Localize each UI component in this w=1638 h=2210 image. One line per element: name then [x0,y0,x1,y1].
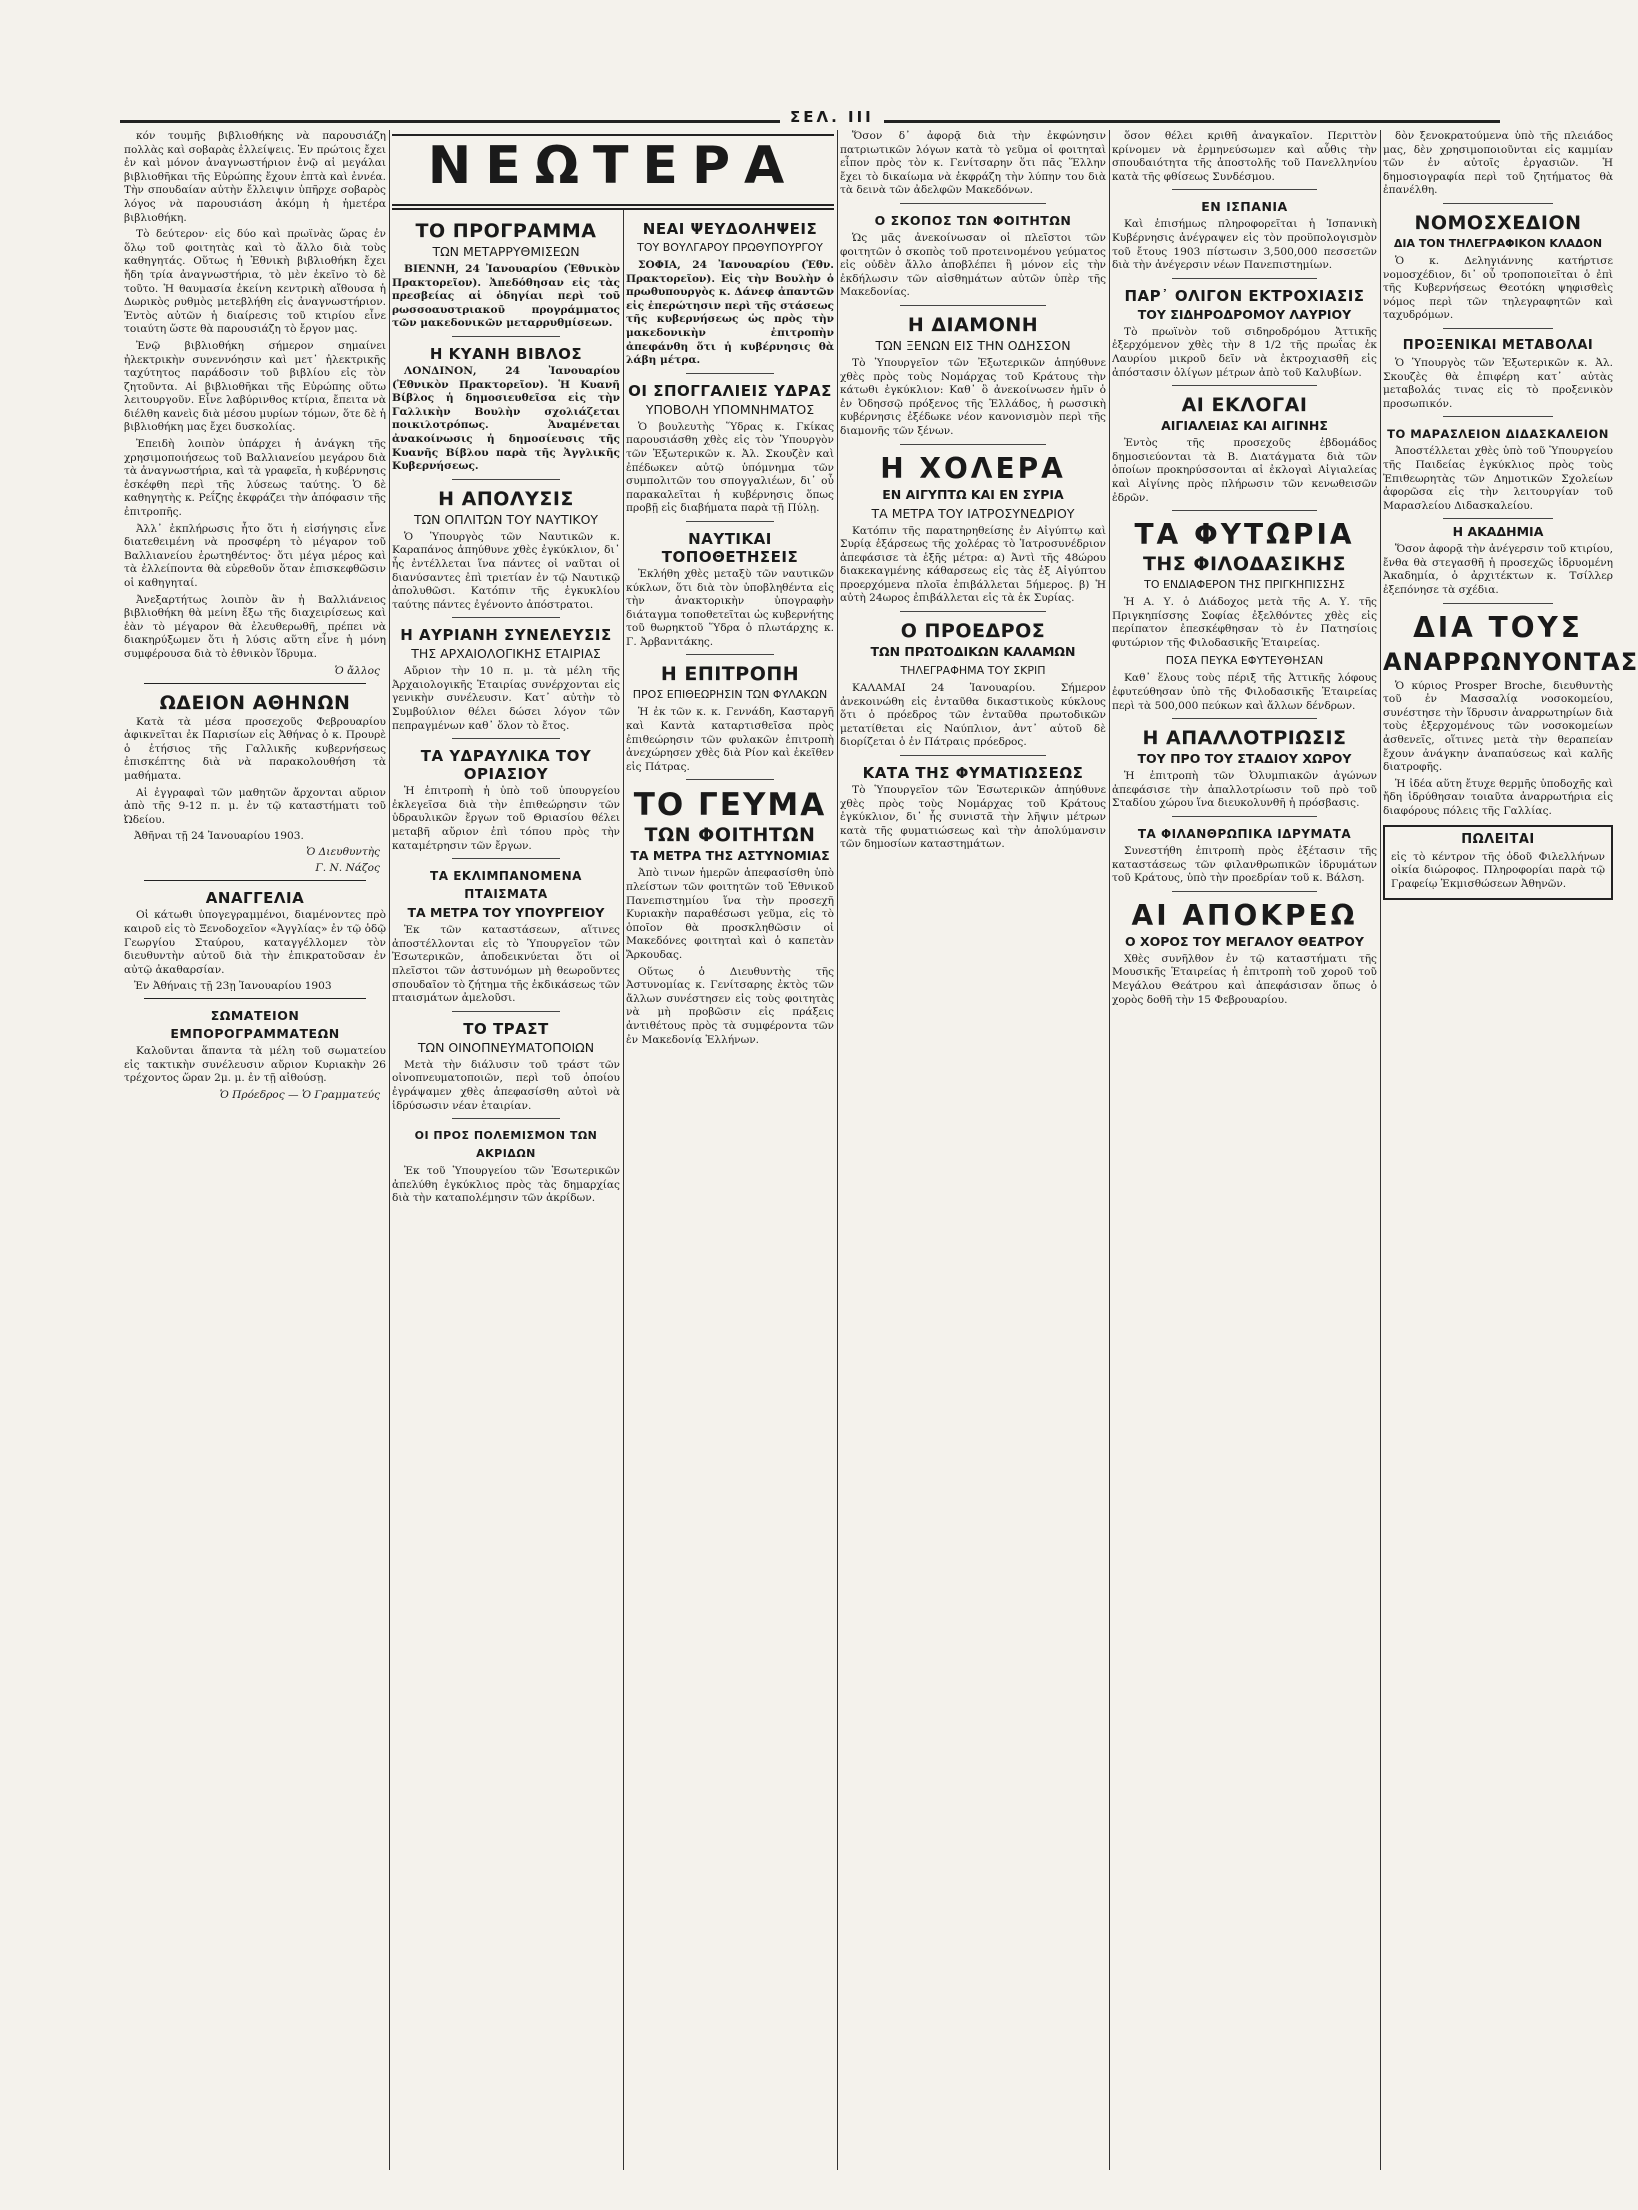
headline: ΤΑ ΦΥΤΩΡΙΑ [1134,518,1355,552]
subheadline: ΤΩΝ ΠΡΩΤΟΔΙΚΩΝ ΚΑΛΑΜΩΝ [870,644,1076,660]
article-paragraph: Ὁ κ. Δεληγιάννης κατήρτισε νομοσχέδιον, δι᾿ οὗ τροποποιεῖται ὁ ἐπὶ τῆς Κυβερνήσεως Θεοτόκη ψηφισθεὶς νόμος περὶ τῶν τηλεγραφητῶν καὶ ταχυδρόμων. [1383,254,1613,322]
headline: ΤΑ ΥΔΡΑΥΛΙΚΑ ΤΟΥ ΟΡΙΑΣΙΟΥ [420,747,592,784]
article-paragraph: Οὕτως ὁ Διευθυντὴς τῆς Ἀστυνομίας κ. Γενίτσαρης ἐκτὸς τῶν ἄλλων συνέστησεν εἰς τοὺς φοιτητὰς νὰ μὴ προβῶσιν εἰς πράξεις ἀντιθέτους πρὸς τὰ συμφέροντα τῶν ἐν Μακεδονίᾳ Ἑλλήνων. [626,965,834,1046]
article-signature: Ὁ ἄλλος [334,664,380,677]
subheadline: ΤΑ ΜΕΤΡΑ ΤΗΣ ΑΣΤΥΝΟΜΙΑΣ [630,848,830,864]
divider [686,779,774,780]
headline: ΑΙ ΕΚΛΟΓΑΙ [1181,394,1308,417]
headline: ΝΕΑΙ ΨΕΥΔΟΛΗΨΕΙΣ [642,220,818,238]
subheadline: ΤΩΝ ΟΠΛΙΤΩΝ ΤΟΥ ΝΑΥΤΙΚΟΥ [413,511,599,527]
headline: ΤΟ ΠΡΟΓΡΑΜΜΑ [415,220,597,242]
divider [1172,816,1317,817]
subheadline: ΤΟΥ ΣΙΔΗΡΟΔΡΟΜΟΥ ΛΑΥΡΙΟΥ [1137,306,1352,322]
subheadline: ΕΝ ΑΙΓΥΠΤΩ ΚΑΙ ΕΝ ΣΥΡΙΑ [882,486,1064,502]
subheadline: ΤΟΥ ΠΡΟ ΤΟΥ ΣΤΑΔΙΟΥ ΧΩΡΟΥ [1137,751,1352,767]
signature-title: Ὁ Διευθυντὴς [306,846,380,859]
article-paragraph: Αὔριον τὴν 10 π. μ. τὰ μέλη τῆς Ἀρχαιολογικῆς Ἑταιρίας συνέρχονται εἰς γενικὴν συνέλευσιν. Κατ᾿ αὐτὴν τὸ Συμβούλιον θέλει δώσει λόγον τῶν πεπραγμένων καθ᾿ ὅλον τὸ ἔτος. [392,665,620,732]
article-paragraph: ὅσον θέλει κριθῆ ἀναγκαῖον. Περιττὸν κρίνομεν νὰ ἐρμηνεύσωμεν καὶ αὖθις τὴν σπουδαιότητα τῆς ἀποστολῆς τοῦ Πανελληνίου κατὰ τῆς φθίσεως Συνδέσμου. [1112,130,1377,183]
article-paragraph: ΒΙΕΝΝΗ, 24 Ἰανουαρίου (Ἐθνικὸν Πρακτορεῖον). Ἀπεδόθησαν εἰς τὰς πρεσβείας αἱ ὁδηγίαι περὶ τοῦ ρωσσοαυστριακοῦ προγράμματος τῶν μακεδονικῶν μεταρρυθμίσεων. [392,263,620,330]
subheadline: ΤΗΣ ΑΡΧΑΙΟΛΟΓΙΚΗΣ ΕΤΑΙΡΙΑΣ [411,646,601,662]
article-paragraph: Ὁ βουλευτὴς Ὕδρας κ. Γκίκας παρουσιάσθη χθὲς εἰς τὸν Ὑπουργὸν τῶν Ἐξωτερικῶν κ. Ἀλ. Σκουζὲν καὶ ἐπέδωκεν αὐτῷ ὑπόμνημα τῶν συμπολιτῶν του σπογγαλιέων, δι᾿ οὗ παρακαλεῖται ἡ κυβέρνησις ὅπως προβῇ εἰς διαβήματα παρὰ τῇ Πύλῃ. [626,420,834,515]
divider [1443,328,1553,329]
article-paragraph: Ὡς μᾶς ἀνεκοίνωσαν οἱ πλεῖστοι τῶν φοιτητῶν ὁ σκοπὸς τοῦ προτεινομένου γεύματος εἰς οὐδὲν ἄλλο ἀποβλέπει ἢ μόνον εἰς τὴν ἐκδήλωσιν τῶν αἰσθημάτων αὐτῶν ὑπὲρ τῆς Μακεδονίας. [840,231,1106,299]
article-paragraph: Ὁ Ὑπουργὸς τῶν Ἐξωτερικῶν κ. Ἀλ. Σκουζὲς θὰ ἐπιφέρη κατ᾿ αὐτὰς μεταβολάς τινας εἰς τὸ προξενικὸν προσωπικόν. [1383,356,1613,410]
notice-date: Ἐν Ἀθήναις τῇ 23ῃ Ἰανουαρίου 1903 [134,980,332,993]
article-paragraph: Τὸ πρωϊνὸν τοῦ σιδηροδρόμου Ἀττικῆς ἐξερχόμενον χθὲς τὴν 8 1/2 τῆς πρωΐας ἐκ Λαυρίου μικροῦ δεῖν νὰ ἐκτροχιασθῆ εἰς ἀπόστασιν ὀλίγων μέτρων ἀπὸ τοῦ Καλυβίων. [1112,325,1377,379]
divider [144,880,366,881]
headline: Η ΚΥΑΝΗ ΒΙΒΛΟΣ [429,344,583,363]
article-paragraph: Συνεστήθη ἐπιτροπὴ πρὸς ἐξέτασιν τῆς καταστάσεως τῶν φιλανθρωπικῶν ἱδρυμάτων τοῦ Κράτους, ὑπὸ τὴν προεδρίαν τοῦ κ. Βάλση. [1112,845,1377,885]
article-paragraph: Τὸ Ὑπουργεῖον τῶν Ἐξωτερικῶν ἀπηύθυνε χθὲς πρὸς τοὺς Νομάρχας τοῦ Κράτους τὴν κάτωθι ἐγκύκλιον: Καθ᾿ ὃ ἀνεκοίνωσεν ἡμῖν ὁ ἐν Ὀδησσῷ πρόξενος τῆς Ἑλλάδος, ἡ ρωσσικὴ κυβέρνησις ἐξέδωκε νέον κανονισμὸν περὶ τῆς διαμονῆς τῶν ξένων. [840,356,1106,437]
headline: ΟΙ ΣΠΟΓΓΑΛΙΕΙΣ ΥΔΡΑΣ [628,381,832,400]
article-paragraph: Τὸ Ὑπουργεῖον τῶν Ἐσωτερικῶν ἀπηύθυνε χθὲς πρὸς τοὺς Νομάρχας τοῦ Κράτους ἐγκύκλιον, δι᾿ ἧς συνιστᾶ τὴν λῆψιν μέτρων κατὰ τῆς φυματιώσεως καὶ τὴν ἀπολύμανσιν τῶν δημοσίων καταστημάτων. [840,784,1106,851]
article-paragraph: Καὶ ἐπισήμως πληροφορεῖται ἡ Ἱσπανικὴ Κυβέρνησις ἀνέγραψεν εἰς τὸν προϋπολογισμὸν τοῦ ἔτους 1903 πίστωσιν 3,500,000 πεσσετῶν διὰ τὴν ἀνέγερσιν νέων Πανεπιστημίων. [1112,218,1377,272]
article-paragraph: Κατὰ τὰ μέσα προσεχοῦς Φεβρουαρίου ἀφικνεῖται ἐκ Παρισίων εἰς Ἀθήνας ὁ κ. Προυρὲ ὁ ἐτήσιος τῆς Γαλλικῆς κυβερνήσεως ἐπισκέπτης διὰ νὰ παρακολουθήση τὰ μαθήματα. [124,715,386,782]
subheadline: ΔΙΑ ΤΟΝ ΤΗΛΕΓΡΑΦΙΚΟΝ ΚΛΑΔΟΝ [1393,236,1603,250]
divider [1172,385,1317,386]
headline: ΟΙ ΠΡΟΣ ΠΟΛΕΜΙΣΜΟΝ ΤΩΝ ΑΚΡΙΔΩΝ [414,1129,598,1161]
article-paragraph: Μετὰ τὴν διάλυσιν τοῦ τράστ τῶν οἰνοπνευματοποιῶν, περὶ τοῦ ὁποίου ἐγράψαμεν χθὲς ἀπεφασίσθη αὐτοὶ νὰ ἱδρύσωσιν νέαν ἑταιρίαν. [392,1058,620,1112]
column-2 [392,212,620,2170]
article-paragraph: Ἀπὸ τινων ἡμερῶν ἀπεφασίσθη ὑπὸ πλείστων τῶν φοιτητῶν τοῦ Ἐθνικοῦ Πανεπιστημίου ἵνα τὴν προσεχῆ Κυριακὴν παραθέσωσι γεῦμα, εἰς τὸ ὁποῖον θὰ προσκληθῶσιν οἱ Μακεδόνες φοιτηταὶ καὶ ὁ καπετὰν Ἄρκουδας. [626,867,834,961]
headline: Η ΑΠΟΛΥΣΙΣ [438,487,574,510]
headline: ΑΙ ΑΠΟΚΡΕΩ [1131,898,1358,932]
subheadline: ΑΙΓΙΑΛΕΙΑΣ ΚΑΙ ΑΙΓΙΝΗΣ [1161,418,1328,434]
headline: ΑΝΑΓΓΕΛΙΑ [205,889,305,908]
divider [686,521,774,522]
headline: ΤΑ ΕΚΛΙΜΠΑΝΟΜΕΝΑ ΠΤΑΙΣΜΑΤΑ [430,869,582,902]
headline: ΤΑ ΦΙΛΑΝΘΡΩΠΙΚΑ ΙΔΡΥΜΑΤΑ [1137,827,1352,842]
column-divider [1109,130,1110,2170]
page-number: ΣΕΛ. III [780,108,884,126]
subheadline: ΤΩΝ ΞΕΝΩΝ ΕΙΣ ΤΗΝ ΟΔΗΣΣΟΝ [875,337,1071,353]
article-paragraph: Ὅσον ἀφορᾷ τὴν ἀνέγερσιν τοῦ κτιρίου, ἔνθα θὰ στεγασθῆ ἡ προσεχῶς ἱδρυομένη Ἀκαδημία, ὁ ἀρχιτέκτων κ. Τσίλλερ ἐξεπόνησε τὰ σχέδια. [1383,543,1613,597]
column-4 [840,130,1106,2170]
subheadline: ΤΟΥ ΒΟΥΛΓΑΡΟΥ ΠΡΩΘΥΠΟΥΡΓΟΥ [637,241,823,254]
article-paragraph: Τὸ δεύτερον· εἰς δύο καὶ πρωϊνὰς ὥρας ἐν ὅλῳ τοῦ φοιτητὰς καὶ τὸ ἄλλο διὰ τοὺς καθηγητάς. Οὕτως ἡ Ἐθνικὴ βιβλιοθήκη ἔχει ἤδη τρία ἀναγνωστήρια, τὸ μὲν ἐκεῖνο τὸ δὲ τοῦτο. Ἡ θαυμασία ἐκείνη κεντρικὴ αἴθουσα ἡ Δωρικὸς ρυθμὸς μετεβλήθη εἰς ἀναγνωστήριον. Ἐντὸς αὐτῶν ἡ διαίρεσις τοῦ κτιρίου εἶνε τοιαύτη ὥστε θὰ παρουσιάζη τὸ ἔργον μας. [124,228,386,336]
subheadline: ΥΠΟΒΟΛΗ ΥΠΟΜΝΗΜΑΤΟΣ [645,401,815,417]
subheadline: ΠΡΟΣ ΕΠΙΘΕΩΡΗΣΙΝ ΤΩΝ ΦΥΛΑΚΩΝ [632,688,828,702]
headline: ΠΑΡ᾿ ΟΛΙΓΟΝ ΕΚΤΡΟΧΙΑΣΙΣ [1124,286,1365,305]
article-paragraph: Ὅσον δ᾿ ἀφορᾷ διὰ τὴν ἐκφώνησιν πατριωτικῶν λόγων κατὰ τὸ γεῦμα οἱ φοιτηταὶ εἶπον πρὸς τὸν κ. Γενίτσαρην ὅτι πᾶς Ἕλλην ἔχει τὸ δικαίωμα νὰ ἐκφράζη τὴν λύπην του διὰ τὰ δεινὰ τῶν ἀδελφῶν Μακεδόνων. [840,130,1106,197]
subheadline: ΤΩΝ ΜΕΤΑΡΡΥΘΜΙΣΕΩΝ [432,244,580,259]
divider [900,203,1046,204]
article-paragraph: Κατόπιν τῆς παρατηρηθείσης ἐν Αἰγύπτῳ καὶ Συρίᾳ ἐξάρσεως τῆς χολέρας τὸ Ἰατροσυνέδριον ἀπεφάσισε τὰ ἑξῆς μέτρα: α) Ἀντὶ τῆς 48ώρου διακεκαγμένης κάθαρσεως εἰς τὰς ἐξ Αἰγύπτου προερχόμενα πλοῖα ἐπιβάλλεται 5ήμερος. β) Ἡ αὐτὴ 24ωρος ἐπιβάλλεται εἰς τὰ ἐκ Συρίας. [840,524,1106,605]
subheadline: ΤΗΣ ΦΙΛΟΔΑΣΙΚΗΣ [1142,553,1347,576]
divider [144,998,366,999]
article-signature: Ὁ Πρόεδρος — Ὁ Γραμματεύς [219,1089,380,1102]
headline: ΤΟ ΓΕΥΜΑ [633,787,827,824]
column-6 [1383,130,1638,2170]
headline: Η ΑΥΡΙΑΝΗ ΣΥΝΕΛΕΥΣΙΣ [400,626,612,645]
banner-title: ΝΕΩΤΕΡΑ [427,136,799,196]
subheadline: ΤΑ ΜΕΤΡΑ ΤΟΥ ΥΠΟΥΡΓΕΙΟΥ [407,905,605,921]
article-paragraph: ΛΟΝΔΙΝΟΝ, 24 Ἰανουαρίου (Ἐθνικὸν Πρακτορεῖον). Ἡ Κυανῆ Βίβλος ἡ δημοσιευθεῖσα εἰς τὴν Γαλλικὴν Βουλὴν σχολιάζεται ποικιλοτρόπως. Ἀναμένεται ἀνακοίνωσις ἡ δημοσίευσις τῆς Κυανῆς Βίβλου παρὰ τῆς Ἀγγλικῆς Κυβερνήσεως. [392,364,620,473]
divider [900,755,1046,756]
divider [1172,510,1317,511]
article-paragraph: Οἱ κάτωθι ὑπογεγραμμένοι, διαμένοντες πρὸ καιροῦ εἰς τὸ Ξενοδοχεῖον «Ἀγγλίας» ἐν τῷ ὁδῷ Γεωργίου Σταύρου, καταγγέλλομεν τὸν διευθυντὴν αὐτοῦ διὰ τὴν ἐπικρατοῦσαν ἐν αὐτῷ ἀκαθαρσίαν. [124,909,386,976]
divider [1172,189,1317,190]
article-paragraph: δὸν ξενοκρατούμενα ὑπὸ τῆς πλειάδος μας, δὲν χρησιμοποιοῦνται εἰς καμμίαν τῶν ἐν αὐτοῖς ἐργασιῶν. Ἡ δημοσιογραφία περὶ τοῦ ζητήματος θὰ ἐπανέλθη. [1383,130,1613,197]
divider [1443,203,1553,204]
headline: Η ΑΠΑΛΛΟΤΡΙΩΣΙΣ [1142,727,1347,750]
article-paragraph: Ἐπειδὴ λοιπὸν ὑπάρχει ἡ ἀνάγκη τῆς χρησιμοποιήσεως τοῦ Βαλλιανείου μεγάρου διὰ τὰ ἀναγνωστήρια, καὶ τὰ γραφεῖα, ἡ κυβέρνησις ἐσκέφθη περὶ τῆς λύσεως ταύτης. Ὁ δὲ καθηγητὴς κ. Ρεΐζης ἐκφράζει τὴν ἀπόφασιν τῆς ἐπιτροπῆς. [124,438,386,519]
subheadline: ΑΝΑΡΡΩΝΥΟΝΤΑΣ [1383,647,1638,676]
column-divider [1380,130,1381,2170]
article-paragraph: Ἐνῷ βιβλιοθήκη σήμερον σημαίνει ἠλεκτρικὴν συνεννόησιν καὶ μετ᾿ ἠλεκτρικῆς ταχύτητος παράδοσιν τοῦ βιβλίου εἰς τὸν ζητοῦντα. Αἱ βιβλιοθῆκαι τῆς Εὐρώπης οὕτω λειτουργοῦν. Εἶνε λαβύρινθος κτίρια, ἔπειτα νὰ διέλθη κανεὶς διὰ μέσου μυρίων τόμων, ὅτε δὲ ἡ βιβλιοθήκη μας ἔχει δυσκολίας. [124,339,386,434]
divider [1443,518,1553,519]
article-paragraph: Ἡ ἐπιτροπὴ τῶν Ὀλυμπιακῶν ἀγώνων ἀπεφάσισε τὴν ἀπαλλοτρίωσιν τοῦ πρὸ τοῦ Σταδίου χώρου ἵνα διευκολυνθῆ ἡ πρόσβασις. [1112,770,1377,810]
headline: ΤΟ ΤΡΑΣΤ [463,1019,549,1038]
subheadline: ΤΑ ΜΕΤΡΑ ΤΟΥ ΙΑΤΡΟΣΥΝΕΔΡΙΟΥ [871,505,1075,521]
subheadline: ΤΩΝ ΟΙΝΟΠΝΕΥΜΑΤΟΠΟΙΩΝ [417,1039,595,1055]
subheadline: ΤΩΝ ΦΟΙΤΗΤΩΝ [644,824,816,847]
headline: ΚΑΤΑ ΤΗΣ ΦΥΜΑΤΙΩΣΕΩΣ [862,764,1084,783]
headline: Ο ΣΚΟΠΟΣ ΤΩΝ ΦΟΙΤΗΤΩΝ [874,212,1072,228]
article-paragraph: ΚΑΛΑΜΑΙ 24 Ἰανουαρίου. Σήμερον ἀνεκοινώθη εἰς ἐνταῦθα δικαστικοὺς κύκλους ὅτι ὁ πρόεδρος τῶν ἐνταῦθα πρωτοδικῶν μετατίθεται εἰς Ναύπλιον, ἀντ᾿ αὐτοῦ δὲ διορίζεται ὁ ἐν Πάτραις πρόεδρος. [840,682,1106,749]
masthead-banner [392,128,834,210]
article-paragraph: Ὁ κύριος Prosper Broche, διευθυντὴς τοῦ ἐν Μασσαλίᾳ νοσοκομείου, συνέστησε τὴν ἵδρυσιν ἀναρρωτηρίων διὰ τοὺς ἐξερχομένους τῶν νοσοκομείων ἀσθενεῖς, οἵτινες μετὰ τὴν θεραπείαν ἔχουν ἀνάγκην ἀναπαύσεως καὶ καλῆς διατροφῆς. [1383,679,1613,774]
article-paragraph: ΣΟΦΙΑ, 24 Ἰανουαρίου (Ἐθν. Πρακτορεῖον). Εἰς τὴν Βουλὴν ὁ πρωθυπουργὸς κ. Δάνεφ ἀπαντῶν εἰς ἐπερώτησιν περὶ τῆς στάσεως τῆς κυβερνήσεως ὡς πρὸς τὴν μακεδονικὴν ἐπιτροπὴν ἀπεφάνθη ὅτι ἡ κυβέρνησις θὰ λάβη μέτρα. [626,259,834,367]
divider [900,444,1046,445]
divider [686,373,774,374]
headline: ΩΔΕΙΟΝ ΑΘΗΝΩΝ [159,691,351,714]
article-paragraph: Ἡ Α. Υ. ὁ Διάδοχος μετὰ τῆς Α. Υ. τῆς Πριγκηπίσσης Σοφίας ἐξελθόντες χθὲς εἰς περίπατον ἐπεσκέφθησαν τὸ ἐν Πατησίοις φυτώριον τῆς Φιλοδασικῆς Ἑταιρείας. [1112,596,1377,649]
article-paragraph: Ἐκ τοῦ Ὑπουργείου τῶν Ἐσωτερικῶν ἀπελύθη ἐγκύκλιος πρὸς τὰς δημαρχίας διὰ τὴν καταπολέμησιν τῶν ἀκρίδων. [392,1165,620,1205]
divider [900,305,1046,306]
subheadline: ΤΗΛΕΓΡΑΦΗΜΑ ΤΟΥ ΣΚΡΙΠ [900,664,1046,678]
article-paragraph: κόν τουμῆς βιβλιοθήκης νὰ παρουσιάζη πολλὰς καὶ σοβαρὰς ἐλλείψεις. Ἐν πρώτοις ἔχει ἐν καὶ μόνον ἀναγνωστήριον ἐνῷ αἱ μεγάλαι βιβλιοθῆκαι τῆς Εὐρώπης ἔχουν ἑπτὰ καὶ ἐννέα. Τὴν σπουδαίαν αὐτὴν ἔλλειψιν ὑπῆρχε σοβαρὸς λόγος νὰ παρουσιάση ἀκόμη ἡ ἡμετέρα βιβλιοθήκη. [124,130,386,224]
divider [1172,891,1317,892]
divider [452,1011,560,1012]
divider [452,738,560,739]
article-paragraph: Αἱ ἐγγραφαὶ τῶν μαθητῶν ἄρχονται αὔριον ἀπὸ τῆς 9-12 π. μ. ἐν τῷ καταστήματι τοῦ Ὠδείου. [124,786,386,826]
divider [1443,603,1553,604]
headline: Ο ΠΡΟΕΔΡΟΣ [900,620,1046,643]
headline: ΝΟΜΟΣΧΕΔΙΟΝ [1414,211,1582,234]
column-3 [626,212,834,2170]
divider [1443,416,1553,417]
headline: Η ΧΟΛΕΡΑ [880,451,1066,485]
article-paragraph: Καλοῦνται ἅπαντα τὰ μέλη τοῦ σωματείου εἰς τακτικὴν συνέλευσιν αὔριον Κυριακὴν 26 τρέχοντος ὥραν 2μ. μ. ἐν τῇ αἰθούσῃ. [124,1045,386,1085]
article-paragraph: Ἐντὸς τῆς προσεχοῦς ἑβδομάδος δημοσιεύονται τὰ Β. Διατάγματα διὰ τῶν ὁποίων προκηρύσσονται αἱ ἐκλογαὶ Αἰγιαλείας καὶ Αἰγίνης πρὸς πλήρωσιν τῶν κενωθεισῶν ἐδρῶν. [1112,437,1377,504]
article-paragraph: Ἡ ἐπιτροπὴ ἡ ὑπὸ τοῦ ὑπουργείου ἐκλεγεῖσα διὰ τὴν ἐπιθεώρησιν τῶν ὑδραυλικῶν ἔργων τοῦ Θριασίου θέλει μεταβῆ αὔριον ἐπὶ τόπου πρὸς τὴν καταμέτρησιν τῶν ἔργων. [392,785,620,852]
divider [1172,278,1317,279]
divider [452,336,560,337]
divider [452,617,560,618]
article-paragraph: Ἐκλήθη χθὲς μεταξὺ τῶν ναυτικῶν κύκλων, ὅτι διὰ τὸν ὑποβληθέντα εἰς τὴν ἀνακτορικὴν ὑπογραφὴν διάταγμα τοποθετεῖται ὡς κυβερνήτης τοῦ θωρηκτοῦ Ὕδρα ὁ πλωτάρχης κ. Γ. Ἀρβανιτάκης. [626,567,834,648]
divider [1172,718,1317,719]
column-1 [124,130,386,2170]
article-paragraph: Ἡ ἐκ τῶν κ. κ. Γεννάδη, Κασταργῆ καὶ Καντὰ καταρτισθεῖσα πρὸς ἐπιθεώρησιν τῶν φυλακῶν ἐπιτροπὴ ἀνεχώρησεν χθὲς διὰ Ρίον καὶ ἐκεῖθεν εἰς Πάτρας. [626,706,834,773]
article-paragraph: Καθ᾿ ἕλους τοὺς πέριξ τῆς Ἀττικῆς λόφους ἐφυτεύθησαν ὑπὸ τῆς Φιλοδασικῆς Ἑταιρείας περὶ τὰ 500,000 πεύκων καὶ ἄλλων δένδρων. [1112,672,1377,712]
ad-text: εἰς τὸ κέντρον τῆς ὁδοῦ Φιλελλήνων οἰκία διώροφος. Πληροφορίαι παρὰ τῷ Γραφείῳ Ἐκμισθώσεων Ἀθηνῶν. [1391,850,1605,890]
divider [452,858,560,859]
article-paragraph: Ἀλλ᾿ ἐκπλήρωσις ἦτο ὅτι ἡ εἰσήγησις εἶνε διατεθειμένη νὰ προσφέρη τὸ μέγαρον τοῦ Βαλλιανείου ἐρωτηθέντος· ὅτι μέγα μέρος καὶ τὰ ἐλλείποντα θὰ εὑρεθοῦν ὅταν ἐπισκεφθῶσιν οἱ καθηγηταί. [124,522,386,589]
column-divider [837,130,838,2170]
signature-name: Γ. Ν. Νάζος [315,862,380,875]
headline: ΝΑΥΤΙΚΑΙ ΤΟΠΟΘΕΤΗΣΕΙΣ [661,529,799,566]
headline: ΤΟ ΜΑΡΑΣΛΕΙΟΝ ΔΙΔΑΣΚΑΛΕΙΟΝ [1387,427,1609,442]
column-5 [1112,130,1377,2170]
page-header-bar [120,108,1500,126]
headline: ΠΡΟΞΕΝΙΚΑΙ ΜΕΤΑΒΟΛΑΙ [1402,337,1594,353]
headline: ΕΝ ΙΣΠΑΝΙΑ [1201,199,1288,215]
article-paragraph: Ἐκ τῶν καταστάσεων, αἵτινες ἀποστέλλονται εἰς τὸ Ὑπουργεῖον τῶν Ἐσωτερικῶν, ἀποδεικνύεται ὅτι οἱ πλεῖστοι τῶν ἀστυνόμων μὴ θεωροῦντες σπουδαῖον τὸ ζήτημα τῆς ἐκδικάσεως τῶν πταισμάτων ἀμελοῦσι. [392,924,620,1005]
column-divider [623,210,624,2170]
divider [452,1118,560,1119]
ad-title: ΠΩΛΕΙΤΑΙ [1461,831,1535,847]
divider [144,683,366,684]
divider [452,479,560,480]
divider [900,611,1046,612]
article-paragraph: Ἡ ἰδέα αὕτη ἔτυχε θερμῆς ὑποδοχῆς καὶ ἤδη ἱδρύθησαν τοιαῦτα ἀναρρωτήρια εἰς διαφόρους πόλεις τῆς Γαλλίας. [1383,777,1613,817]
article-paragraph: Ὁ Ὑπουργὸς τῶν Ναυτικῶν κ. Καραπάνος ἀπηύθυνε χθὲς ἐγκύκλιον, δι᾿ ἧς ἐντέλλεται ἵνα πάντες οἱ ναῦται οἱ διανύσαντες ἐπὶ τριετίαν ἐν τῷ Ναυτικῷ ἀπολυθῶσι. Κατόπιν τῆς ἐγκυκλίου ταύτης πάντες ἐγένοντο ἀπόστρατοι. [392,530,620,611]
subheadline: Ο ΧΟΡΟΣ ΤΟΥ ΜΕΓΑΛΟΥ ΘΕΑΤΡΟΥ [1124,933,1364,949]
headline: Η ΑΚΑΔΗΜΙΑ [1452,524,1544,540]
notice-date: Ἀθῆναι τῇ 24 Ἰανουαρίου 1903. [134,830,304,843]
column-divider [389,130,390,2170]
subheadline: ΤΟ ΕΝΔΙΑΦΕΡΟΝ ΤΗΣ ΠΡΙΓΚΗΠΙΣΣΗΣ [1144,578,1345,592]
article-paragraph: Ἀνεξαρτήτως λοιπὸν ἂν ἡ Βαλλιάνειος βιβλιοθήκη θὰ μείνη ἔξω τῆς διαχειρίσεως καὶ ἐὰν τὸ μέγαρον θὰ ἐλευθερωθῆ, πρέπει νὰ διακηρύξωμεν ὅτι ἡ λύσις αὕτη εἶνε ἡ μόνη συμφέρουσα διὰ τὸ ἐθνικὸν ἵδρυμα. [124,593,386,660]
headline: Η ΕΠΙΤΡΟΠΗ [660,663,800,686]
headline: ΣΩΜΑΤΕΙΟΝ ΕΜΠΟΡΟΓΡΑΜΜΑΤΕΩΝ [170,1008,340,1042]
subheadline: ΠΟΣΑ ΠΕΥΚΑ ΕΦΥΤΕΥΘΗΣΑΝ [1165,654,1324,668]
article-paragraph: Χθὲς συνῆλθον ἐν τῷ καταστήματι τῆς Μουσικῆς Ἑταιρείας ἡ ἐπιτροπὴ τοῦ χοροῦ τοῦ Μεγάλου Θεάτρου καὶ ἀπεφάσισαν ὅπως ὁ χορὸς δοθῆ τὴν 15 Φεβρουαρίου. [1112,952,1377,1006]
headline: Η ΔΙΑΜΟΝΗ [907,313,1039,336]
classified-ad [1383,825,1613,901]
headline: ΔΙΑ ΤΟΥΣ [1413,610,1583,644]
divider [686,654,774,655]
article-paragraph: Ἀποστέλλεται χθὲς ὑπὸ τοῦ Ὑπουργείου τῆς Παιδείας ἐγκύκλιος πρὸς τοὺς Ἐπιθεωρητὰς τῶν Δημοτικῶν Σχολείων ἀφορῶσα εἰς τὴν λειτουργίαν τοῦ Μαρασλείου Διδασκαλείου. [1383,445,1613,512]
